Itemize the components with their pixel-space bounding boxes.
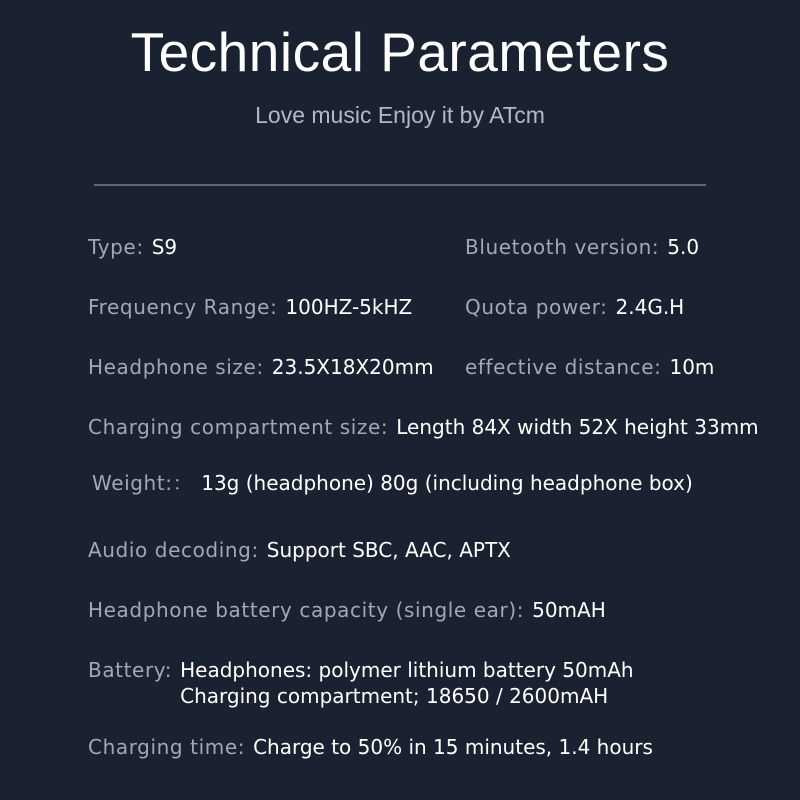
spec-charging-time xyxy=(88,734,653,760)
spec-label: Type: xyxy=(88,235,144,259)
spec-weight xyxy=(92,470,693,496)
spec-quota-power xyxy=(465,294,684,320)
spec-value: Headphones: polymer lithium battery 50mAh xyxy=(180,658,634,682)
spec-battery xyxy=(88,657,634,709)
spec-label: Headphone size: xyxy=(88,355,264,379)
spec-value-group xyxy=(180,657,633,709)
spec-label: Quota power: xyxy=(465,295,608,319)
spec-value: 50mAH xyxy=(532,598,606,622)
spec-effective-distance xyxy=(465,354,714,380)
spec-type xyxy=(88,234,177,260)
spec-value: Charge to 50% in 15 minutes, 1.4 hours xyxy=(253,735,653,759)
spec-value: 23.5X18X20mm xyxy=(271,355,434,379)
spec-battery-capacity xyxy=(88,597,606,623)
page-subtitle: Love music Enjoy it by ATcm xyxy=(255,102,545,128)
spec-label: Bluetooth version: xyxy=(465,235,660,259)
spec-value: Charging compartment; 18650 / 2600mAH xyxy=(180,684,609,708)
spec-label: Charging time: xyxy=(88,735,246,759)
spec-audio-decoding xyxy=(88,537,511,563)
spec-value: 100HZ-5kHZ xyxy=(285,295,413,319)
spec-value: 13g (headphone) 80g (including headphone box) xyxy=(201,471,693,495)
spec-value: Support SBC, AAC, APTX xyxy=(266,538,511,562)
spec-label: Charging compartment size: xyxy=(88,415,389,439)
spec-frequency xyxy=(88,294,412,320)
spec-value: 5.0 xyxy=(667,235,700,259)
spec-label: Headphone battery capacity (single ear): xyxy=(88,598,525,622)
spec-value: Length 84X width 52X height 33mm xyxy=(396,415,759,439)
spec-label: effective distance: xyxy=(465,355,662,379)
spec-label: Frequency Range: xyxy=(88,295,278,319)
spec-headphone-size xyxy=(88,354,434,380)
page-title: Technical Parameters xyxy=(130,21,670,83)
spec-bluetooth xyxy=(465,234,699,260)
spec-compartment-size xyxy=(88,414,759,440)
spec-label: Weight:： xyxy=(92,471,194,495)
spec-value: 2.4G.H xyxy=(615,295,685,319)
divider xyxy=(94,184,706,186)
spec-value: S9 xyxy=(151,235,178,259)
spec-label: Battery: xyxy=(88,658,173,682)
spec-label: Audio decoding: xyxy=(88,538,259,562)
spec-value: 10m xyxy=(669,355,715,379)
